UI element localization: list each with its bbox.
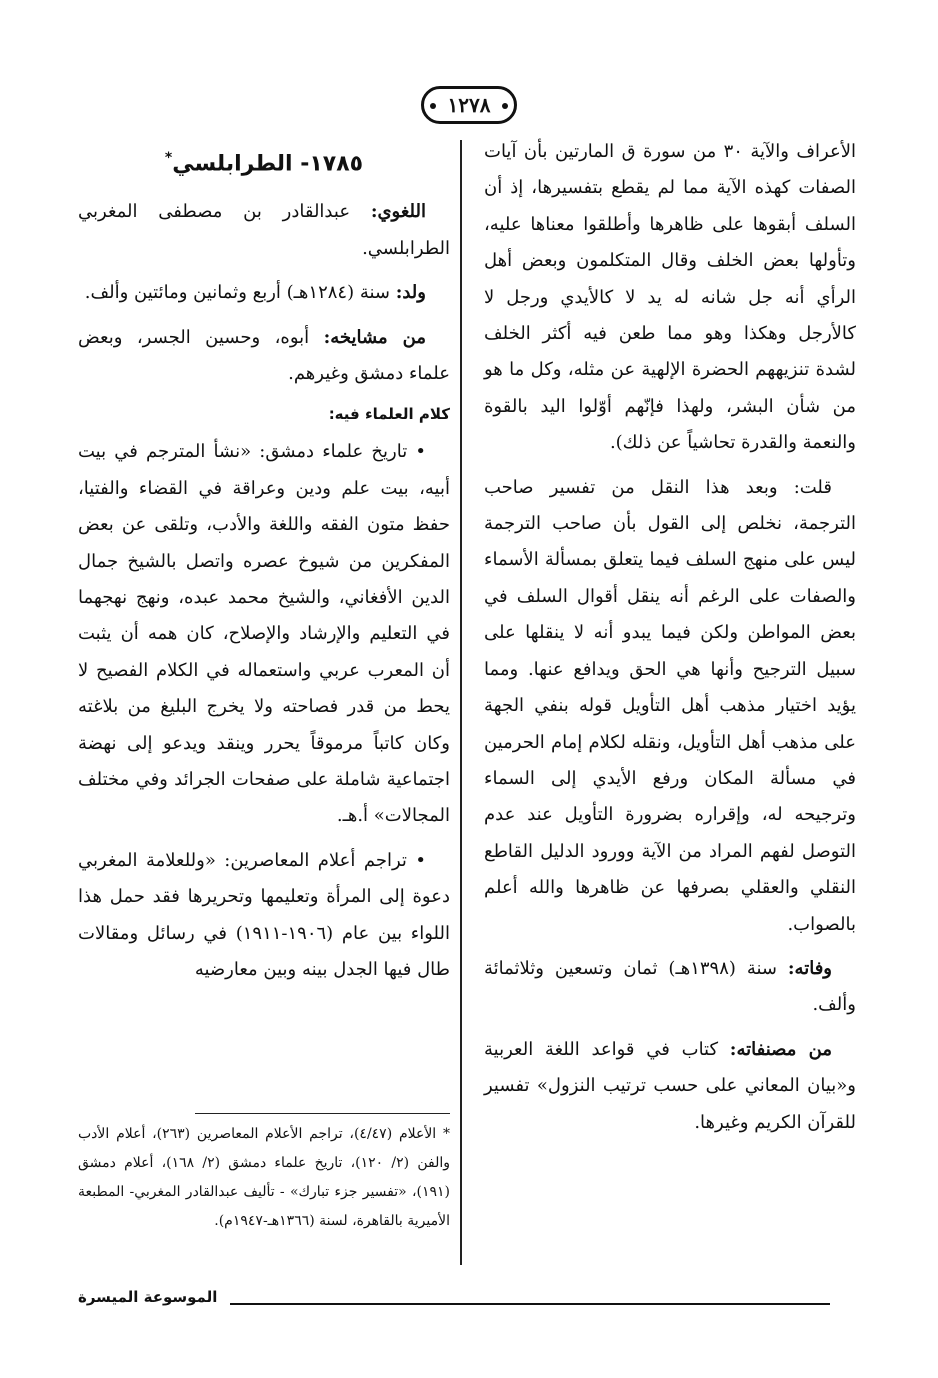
works-text: كتاب في قواعد اللغة العربية و«بيان المعاني على حسب ترتيب النزول» تفسير للقرآن الكريم وغيرها. — [484, 1038, 856, 1133]
works-paragraph — [484, 1032, 856, 1141]
born-text: سنة (١٢٨٤هـ) أربع وثمانين ومائتين وألف. — [84, 282, 396, 304]
paragraph: الأعراف والآية ٣٠ من سورة ق المارتين بأن آيات الصفات كهذه الآية مما لم يقطع بتفسيرها، إذ أن السلف أبقوها على ظاهرها وأطلقوا معناها عليه، وتأولها بعض الخلف وقال المتكلمون وبعض أهل الرأي أنه جل شانه له يد لا كالأيدي ورجل لا كالأرجل وهكذا وهو مما طعن فيه أكثر الخلف لشدة تنزيههم الحضرة الإلهية عن مثله، وكل ما هو من شأن البشر، ولهذا فإنّهم أوّلوا اليد بالقوة والنعمة والقدرة تحاشياً عن ذلك). — [484, 141, 856, 454]
born-label: ولد: — [395, 282, 426, 304]
footnote-rule — [195, 1113, 450, 1114]
teachers-paragraph — [78, 320, 450, 393]
column-divider — [460, 140, 462, 1265]
linguist-text: عبدالقادر بن مصطفى المغربي الطرابلسي. — [78, 201, 450, 259]
death-label: وفاته: — [787, 957, 832, 979]
footnote: * الأعلام (٤/٤٧)، تراجم الأعلام المعاصرين (٢٦٣)، أعلام الأدب والفن (٢/ ١٢٠)، تاريخ علماء دمشق (٢/ ١٦٨)، أعلام دمشق (١٩١)، «تفسير جزء تبارك» - تأليف عبدالقادر المغربي- المطبعة الأميرية بالقاهرة، لسنة (١٣٦٦هـ-١٩٤٧م). — [78, 1126, 450, 1229]
entry-title-text: ١٧٨٥- الطرابلسي — [172, 151, 364, 177]
quote-paragraph: • تاريخ علماء دمشق: «نشأ المترجم في بيت أبيه، بيت علم ودين وعراقة في القضاء والفتيا، حفظ متون الفقه واللغة والأدب، وتلقى عن بعض المفكرين من شيوخ عصره واتصل بالشيخ جمال الدين الأفغاني، والشيخ محمد عبده، ونهج نهجهما في التعليم والإرشاد والإصلاح، كان همه أن يثبت أن المعرب عربي واستعماله في الكلام الفصيح لا يحط من قدر فصاحته ولا يخرج البليغ من بلاغته وكان كاتباً مرموقاً يحرر وينقد ويدعو إلى نهضة اجتماعية شاملة على صفحات الجرائد وفي مختلف المجالات» أ.هـ. — [78, 441, 450, 827]
scholars-heading: كلام العلماء فيه: — [328, 405, 450, 424]
entry-title — [78, 138, 450, 184]
teachers-label: من مشايخه: — [323, 326, 426, 348]
right-column — [484, 134, 856, 1149]
footer-title: الموسوعة الميسرة — [78, 1288, 218, 1306]
page-number: ١٢٧٨ — [421, 86, 517, 124]
left-column — [78, 134, 450, 996]
death-text: سنة (١٣٩٨هـ) ثمان وتسعين وثلاثمائة وألف. — [484, 957, 856, 1016]
teachers-text: أبوه، وحسين الجسر، وبعض علماء دمشق وغيرهم. — [78, 326, 450, 384]
footnote-marker: * — [164, 150, 173, 166]
footer-rule — [230, 1303, 830, 1305]
quote-paragraph: • تراجم أعلام المعاصرين: «وللعلامة المغربي دعوة إلى المرأة وتعليمها وتحريرها فقد حمل هذا اللواء بين عام (١٩٠٦-١٩١١) في رسائل ومقالات طال فيها الجدل بينه وبين معارضيه — [78, 849, 450, 981]
works-label: من مصنفاته: — [729, 1038, 832, 1060]
death-paragraph — [484, 951, 856, 1024]
paragraph: قلت: وبعد هذا النقل من تفسير صاحب الترجمة، نخلص إلى القول بأن صاحب الترجمة ليس على منهج السلف فيما يتعلق بمسألة الأسماء والصفات على الرغم أنه ينقل أقوال السلف في بعض المواطن ولكن فيما يبدو أنه لا ينقلها على سبيل الترجيح وأنها هي الحق ويدافع عنها. ومما يؤيد اختيار مذهب أهل التأويل قوله بنفي الجهة على مذهب أهل التأويل، ونقله لكلام إمام الحرمين في مسألة المكان ورفع الأيدي إلى السماء وترجيحه له، وإقراره بضرورة التأويل عند عدم التوصل لفهم المراد من الآية وورود الدليل القاطع النقلي والعقلي بصرفها عن ظاهرها والله أعلم بالصواب. — [484, 476, 856, 935]
born-paragraph — [78, 275, 450, 311]
linguist-label: اللغوي: — [370, 201, 426, 223]
linguist-paragraph — [78, 194, 450, 267]
